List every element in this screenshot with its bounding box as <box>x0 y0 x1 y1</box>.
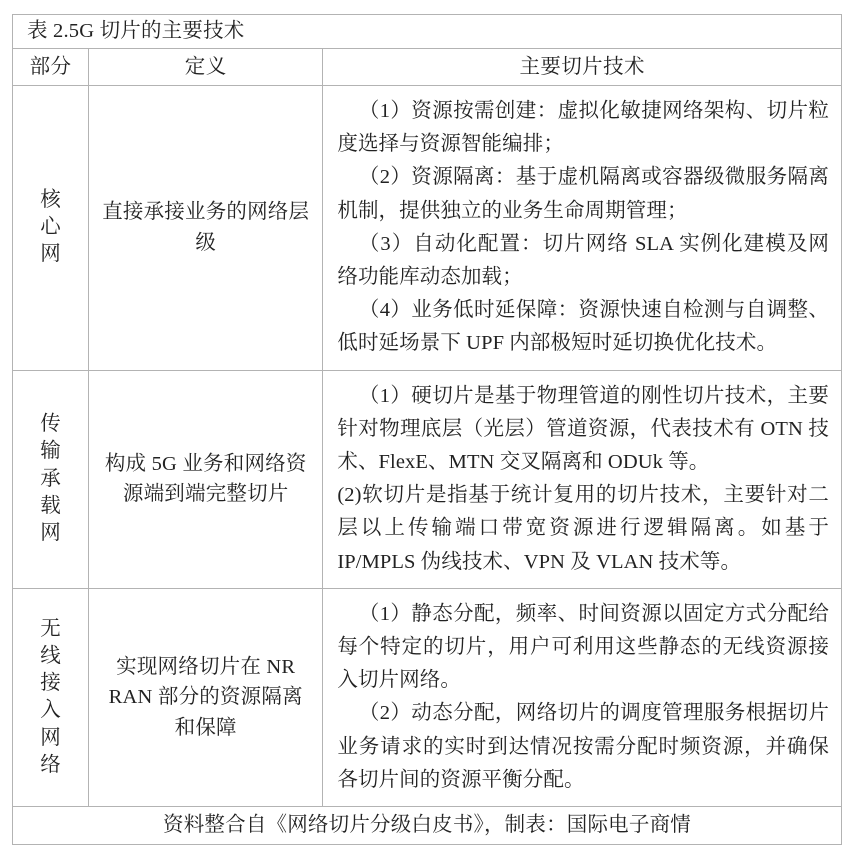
table-row <box>13 86 842 371</box>
table-source-note: 资料整合自《网络切片分级白皮书》，制表：国际电子商情 <box>13 807 842 845</box>
row-technology-core-network <box>323 86 842 371</box>
part-label-char: 网 <box>40 522 61 545</box>
part-label-char: 无 <box>40 617 61 640</box>
part-label-char: 心 <box>40 216 61 239</box>
technology-paragraph: (2)软切片是指基于统计复用的切片技术，主要针对二层以上传输端口带宽资源进行逻辑隔离。如基于 IP/MPLS 伪线技术、VPN 及 VLAN 技术等。 <box>337 484 829 573</box>
table-title: 表 2.5G 切片的主要技术 <box>13 15 842 49</box>
slice-technology-table <box>12 14 842 845</box>
part-label-char: 载 <box>40 494 61 517</box>
row-definition-core-network: 直接承接业务的网络层级 <box>89 86 323 371</box>
table-header-row <box>13 49 842 86</box>
technology-paragraph: （3）自动化配置：切片网络 SLA 实例化建模及网络功能库动态加载； <box>337 232 829 289</box>
technology-paragraph: （2）资源隔离：基于虚机隔离或容器级微服务隔离机制，提供独立的业务生命周期管理； <box>337 166 829 222</box>
row-part-core-network <box>13 86 89 371</box>
technology-paragraph: （1）静态分配，频率、时间资源以固定方式分配给每个特定的切片，用户可利用这些静态的无线资源接入切片网络。 <box>337 602 829 692</box>
part-label-char: 接 <box>40 672 61 695</box>
table-container <box>12 14 842 845</box>
row-definition-radio-access-network: 实现网络切片在 NR RAN 部分的资源隔离和保障 <box>89 588 323 806</box>
row-part-radio-access-network <box>13 588 89 806</box>
column-header-definition: 定义 <box>89 49 323 86</box>
column-header-part: 部分 <box>13 49 89 86</box>
table-row <box>13 588 842 806</box>
part-label-char: 线 <box>40 644 61 667</box>
technology-paragraph: （1）资源按需创建：虚拟化敏捷网络架构、切片粒度选择与资源智能编排； <box>337 100 829 156</box>
technology-paragraph: （1）硬切片是基于物理管道的刚性切片技术，主要针对物理底层（光层）管道资源，代表技术有 OTN 技术、FlexE、MTN 交叉隔离和 ODUk 等。 <box>337 384 829 474</box>
part-label-char: 传 <box>40 413 61 436</box>
row-part-transport-network <box>13 370 89 588</box>
table-row <box>13 370 842 588</box>
row-technology-radio-access-network <box>323 588 842 806</box>
technology-paragraph: （2）动态分配，网络切片的调度管理服务根据切片业务请求的实时到达情况按需分配时频资源，并确保各切片间的资源平衡分配。 <box>337 702 829 791</box>
part-label-char: 输 <box>40 440 61 463</box>
part-label-char: 承 <box>40 467 61 490</box>
column-header-technology: 主要切片技术 <box>323 49 842 86</box>
row-technology-transport-network <box>323 370 842 588</box>
part-label-char: 网 <box>40 726 61 749</box>
part-label-vertical <box>13 411 88 547</box>
row-definition-transport-network: 构成 5G 业务和网络资源端到端完整切片 <box>89 370 323 588</box>
part-label-vertical <box>13 616 88 780</box>
part-label-char: 核 <box>40 188 61 211</box>
part-label-char: 入 <box>40 699 61 722</box>
technology-paragraph: （4）业务低时延保障：资源快速自检测与自调整、低时延场景下 UPF 内部极短时延切换优化技术。 <box>337 299 829 355</box>
part-label-vertical <box>13 187 88 269</box>
table-title-row <box>13 15 842 49</box>
part-label-char: 络 <box>40 753 61 776</box>
part-label-char: 网 <box>40 243 61 266</box>
table-footer-row <box>13 807 842 845</box>
